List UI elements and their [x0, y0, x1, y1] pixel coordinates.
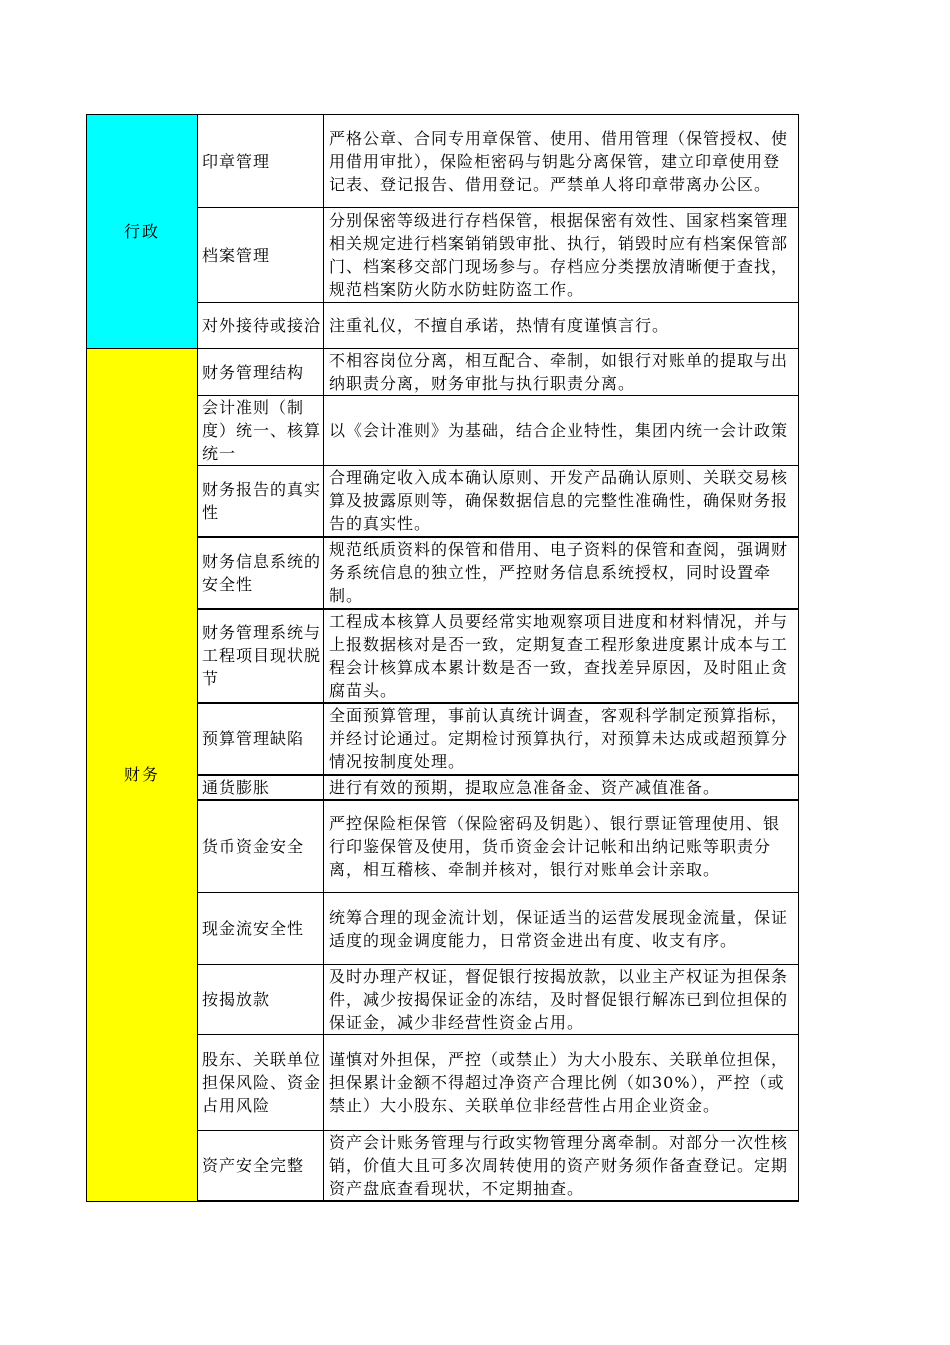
item-cell: 印章管理	[198, 115, 324, 208]
item-cell: 对外接待或接洽	[198, 303, 324, 349]
description-cell: 工程成本核算人员要经常实地观察项目进度和材料情况，并与上报数据核对是否一致，定期复查工程形象进度累计成本与工程会计核算成本累计数是否一致，查找差异原因，及时阻止贪腐苗头。	[324, 609, 799, 703]
description-cell: 及时办理产权证，督促银行按揭放款，以业主产权证为担保条件，减少按揭保证金的冻结，及时督促银行解冻已到位担保的保证金，减少非经营性资金占用。	[324, 965, 799, 1035]
item-cell: 按揭放款	[198, 965, 324, 1035]
item-cell: 现金流安全性	[198, 893, 324, 965]
description-cell: 严格公章、合同专用章保管、使用、借用管理（保管授权、使用借用审批），保险柜密码与钥匙分离保管，建立印章使用登记表、登记报告、借用登记。严禁单人将印章带离办公区。	[324, 115, 799, 208]
description-cell: 统筹合理的现金流计划，保证适当的运营发展现金流量，保证适度的现金调度能力，日常资金进出有度、收支有序。	[324, 893, 799, 965]
category-cell-admin: 行政	[87, 115, 198, 349]
description-cell: 规范纸质资料的保管和借用、电子资料的保管和查阅，强调财务系统信息的独立性，严控财务信息系统授权，同时设置牵制。	[324, 537, 799, 609]
description-cell: 全面预算管理，事前认真统计调查，客观科学制定预算指标，并经讨论通过。定期检讨预算执行，对预算未达成或超预算分情况按制度处理。	[324, 703, 799, 775]
description-cell: 进行有效的预期，提取应急准备金、资产减值准备。	[324, 775, 799, 800]
item-cell: 档案管理	[198, 208, 324, 303]
description-cell: 分别保密等级进行存档保管，根据保密有效性、国家档案管理相关规定进行档案销销毁审批、执行，销毁时应有档案保管部门、档案移交部门现场参与。存档应分类摆放清晰便于查找，规范档案防火防水防蛀防盗工作。	[324, 208, 799, 303]
category-cell-finance: 财务	[87, 349, 198, 1202]
description-cell: 资产会计账务管理与行政实物管理分离牵制。对部分一次性核销，价值大且可多次周转使用的资产财务须作备查登记。定期资产盘底查看现状，不定期抽查。	[324, 1131, 799, 1202]
item-cell: 通货膨胀	[198, 775, 324, 800]
description-cell: 不相容岗位分离，相互配合、牵制，如银行对账单的提取与出纳职责分离，财务审批与执行职责分离。	[324, 349, 799, 396]
description-cell: 谨慎对外担保，严控（或禁止）为大小股东、关联单位担保，担保累计金额不得超过净资产合理比例（如30%），严控（或禁止）大小股东、关联单位非经营性占用企业资金。	[324, 1035, 799, 1131]
item-cell: 会计准则（制度）统一、核算统一	[198, 396, 324, 466]
description-cell: 以《会计准则》为基础，结合企业特性，集团内统一会计政策	[324, 396, 799, 466]
item-cell: 货币资金安全	[198, 800, 324, 893]
description-cell: 合理确定收入成本确认原则、开发产品确认原则、关联交易核算及披露原则等，确保数据信息的完整性准确性，确保财务报告的真实性。	[324, 466, 799, 537]
item-cell: 财务管理结构	[198, 349, 324, 396]
item-cell: 财务信息系统的安全性	[198, 537, 324, 609]
description-cell: 严控保险柜保管（保险密码及钥匙）、银行票证管理使用、银行印鉴保管及使用，货币资金会计记帐和出纳记账等职责分离，相互稽核、牵制并核对，银行对账单会计亲取。	[324, 800, 799, 893]
item-cell: 财务管理系统与工程项目现状脱节	[198, 609, 324, 703]
description-cell: 注重礼仪，不擅自承诺，热情有度谨慎言行。	[324, 303, 799, 349]
item-cell: 资产安全完整	[198, 1131, 324, 1202]
item-cell: 预算管理缺陷	[198, 703, 324, 775]
item-cell: 财务报告的真实性	[198, 466, 324, 537]
risk-control-table	[86, 114, 799, 1202]
item-cell: 股东、关联单位担保风险、资金占用风险	[198, 1035, 324, 1131]
